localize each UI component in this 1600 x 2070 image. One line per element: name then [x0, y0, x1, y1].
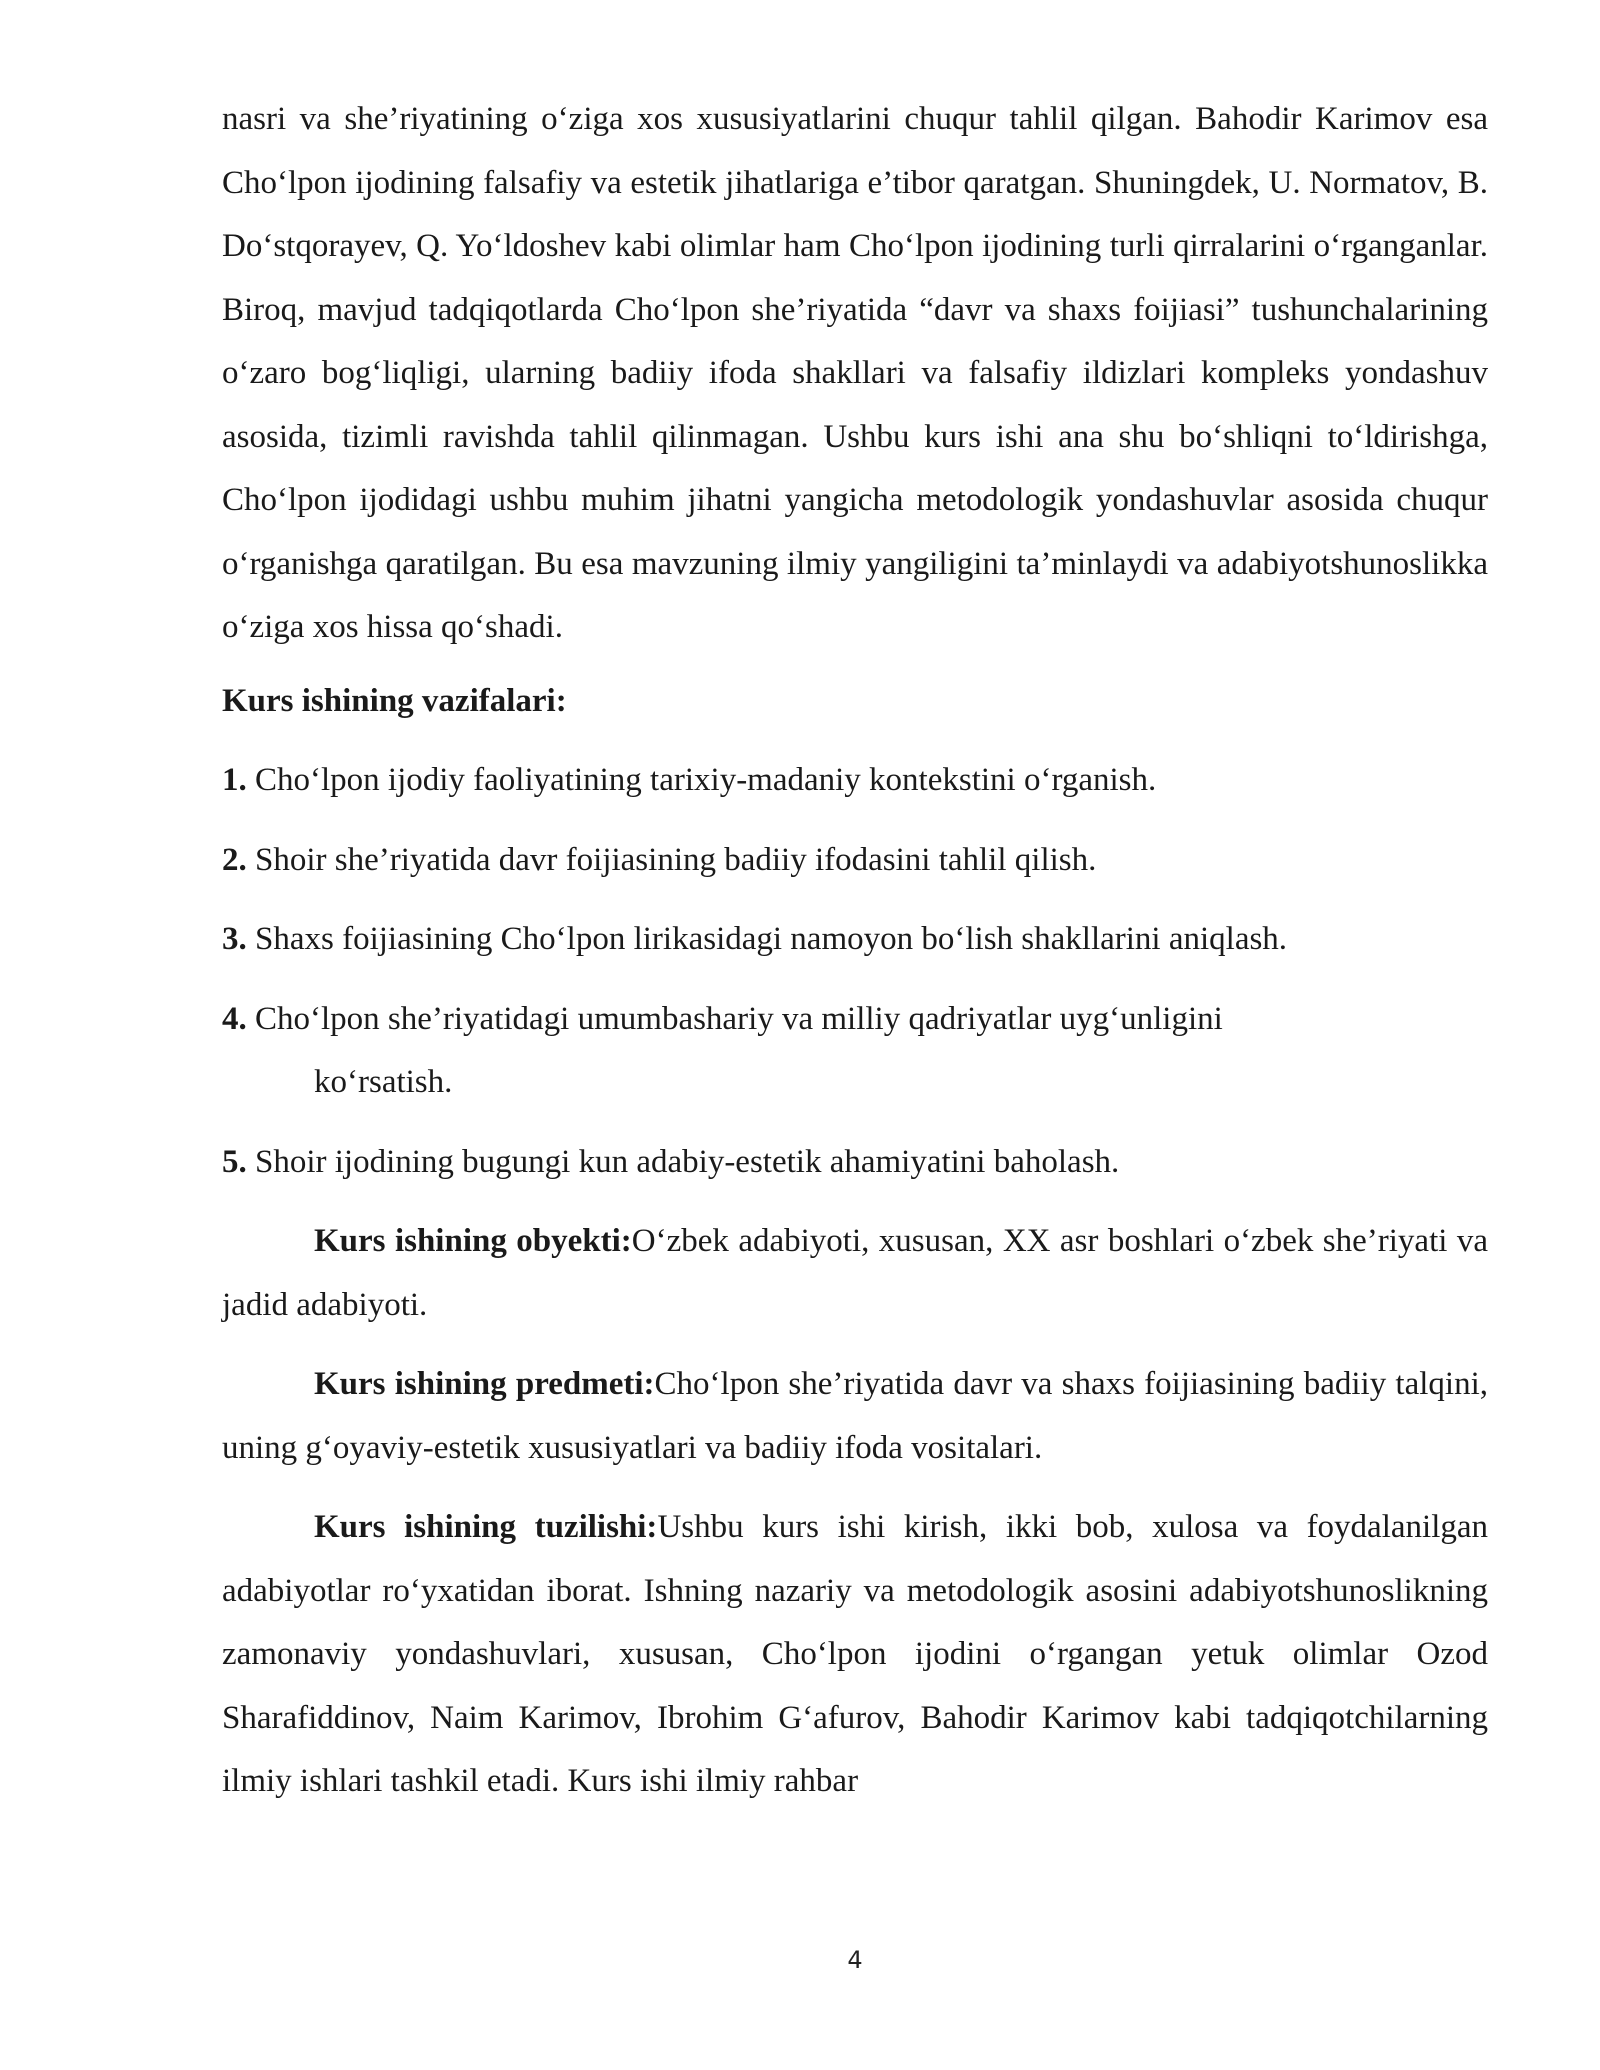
task-number: 1. [222, 762, 247, 798]
intro-paragraph: nasri va she’riyatining o‘ziga xos xususiyatlarini chuqur tahlil qilgan. Bahodir Karimov esa Cho‘lpon ijodining falsafiy va estetik jihatlariga e’tibor qaratgan. Shuningdek, U. Normatov, B. Do‘stqorayev, Q. Yo‘ldoshev kabi olimlar ham Cho‘lpon ijodining turli qirralarini o‘rganganlar. Biroq, mavjud tadqiqotlarda Cho‘lpon she’riyatida “davr va shaxs foijiasi” tushunchalarining o‘zaro bog‘liqligi, ularning badiiy ifoda shakllari va falsafiy ildizlari kompleks yondashuv asosida, tizimli ravishda tahlil qilinmagan. Ushbu kurs ishi ana shu bo‘shliqni to‘ldirishga, Cho‘lpon ijodidagi ushbu muhim jihatni yangicha metodologik yondashuvlar asosida chuqur o‘rganishga qaratilgan. Bu esa mavzuning ilmiy yangiligini ta’minlaydi va adabiyotshunoslikka o‘ziga xos hissa qo‘shadi. [222, 101, 1488, 645]
task-text: Shaxs foijiasining Cho‘lpon lirikasidagi namoyon bo‘lish shakllarini aniqlash. [255, 921, 1288, 957]
structure-section [222, 1496, 1488, 1814]
object-label: Kurs ishining obyekti: [314, 1223, 632, 1259]
task-number: 4. [222, 1000, 247, 1037]
task-item-4 [222, 988, 1488, 1115]
task-text: Cho‘lpon she’riyatidagi umumbashariy va milliy qadriyatlar uyg‘unligini [255, 1000, 1223, 1037]
tasks-list [222, 749, 1488, 1194]
subject-label: Kurs ishining predmeti: [314, 1366, 655, 1402]
task-text-continuation: ko‘rsatish. [314, 1064, 453, 1100]
subject-text: Cho‘lpon she’riyatida davr va shaxs foijiasining badiiy talqini, uning g‘oyaviy-estetik xususiyatlari va badiiy ifoda vositalari. [222, 1366, 1488, 1466]
task-number: 2. [222, 841, 247, 878]
subject-section [222, 1353, 1488, 1480]
structure-text: Ushbu kurs ishi kirish, ikki bob, xulosa va foydalanilgan adabiyotlar ro‘yxatidan iborat. Ishning nazariy va metodologik asosini adabiyotshunoslikning zamonaviy yondashuvlari, xususan, Cho‘lpon ijodini o‘rgangan yetuk olimlar Ozod Sharafiddinov, Naim Karimov, Ibrohim G‘afurov, Bahodir Karimov kabi tadqiqotchilarning ilmiy ishlari tashkil etadi. Kurs ishi ilmiy rahbar [222, 1509, 1489, 1799]
task-text: Shoir ijodining bugungi kun adabiy-estetik ahamiyatini baholash. [255, 1143, 1120, 1180]
object-text: O‘zbek adabiyoti, xususan, XX asr boshlari o‘zbek she’riyati va jadid adabiyoti. [222, 1223, 1488, 1323]
task-item-2 [222, 829, 1488, 893]
task-number: 5. [222, 1143, 247, 1180]
page-number: 4 [847, 1946, 863, 1974]
object-section [222, 1210, 1488, 1337]
structure-label: Kurs ishining tuzilishi: [314, 1509, 658, 1545]
task-item-5 [222, 1131, 1488, 1195]
task-text: Shoir she’riyatida davr foijiasining badiiy ifodasini tahlil qilish. [255, 841, 1097, 878]
task-text: Cho‘lpon ijodiy faoliyatining tarixiy-madaniy kontekstini o‘rganish. [255, 762, 1157, 798]
task-item-1 [222, 749, 1488, 813]
tasks-heading: Kurs ishining vazifalari: [222, 682, 567, 719]
task-number: 3. [222, 921, 247, 957]
task-item-3 [222, 908, 1488, 972]
page-content [222, 88, 1488, 1814]
